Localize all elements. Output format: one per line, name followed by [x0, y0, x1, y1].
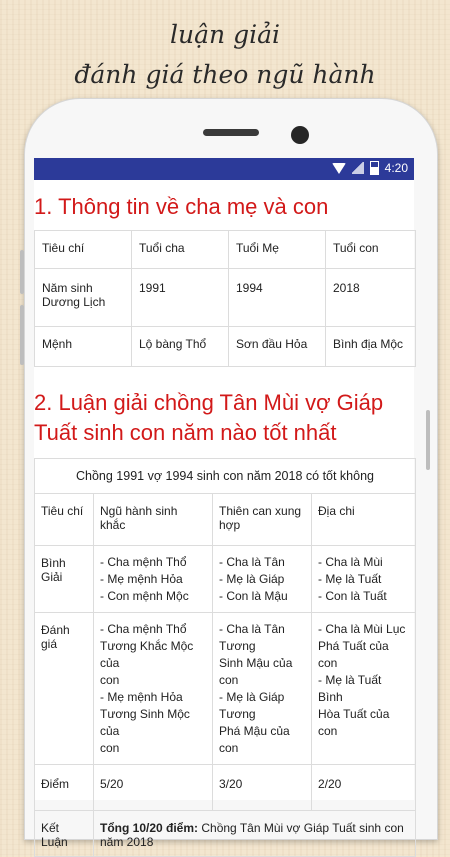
table-cell [213, 613, 312, 765]
no-signal-icon [352, 162, 364, 174]
cell-line: - Mẹ là Tuất Bình [318, 673, 382, 704]
cell-line: - Con là Tuất [318, 589, 387, 603]
camera-icon [291, 126, 309, 144]
table-header-cell: Tiêu chí [35, 231, 132, 269]
volume-down-button [20, 305, 24, 365]
table-row [35, 546, 416, 613]
status-bar [34, 158, 414, 180]
table-cell: 2018 [326, 269, 416, 327]
cell-line: Phá Tuất của con [318, 639, 389, 670]
power-button [426, 410, 430, 470]
wifi-icon [332, 163, 346, 174]
table-cell: 1991 [132, 269, 229, 327]
table-header-cell: Tuổi cha [132, 231, 229, 269]
analysis-table [34, 458, 416, 857]
table-header-cell: Tiêu chí [35, 494, 94, 546]
promo-line-1: luận giải [170, 20, 280, 49]
table-header-cell: Tuổi con [326, 231, 416, 269]
cell-line: Phá Mậu của con [219, 724, 290, 755]
conclusion-text: Chồng Tân Mùi vợ Giáp Tuất sinh con năm 2018 [100, 821, 404, 849]
table-cell: Đánh giá [35, 613, 94, 765]
table-header-row [35, 231, 416, 269]
table-cell: Điểm [35, 765, 94, 811]
app-screen [34, 158, 414, 849]
cell-line: Sinh Mậu của con [219, 656, 293, 687]
table-cell: Kết Luận [35, 811, 94, 857]
table-cell: Bình Giải [35, 546, 94, 613]
conclusion-score: Tổng 10/20 điểm: [100, 821, 199, 835]
section1-title: 1. Thông tin về cha mẹ và con [34, 194, 329, 219]
table-cell [312, 546, 416, 613]
speaker-grille [203, 129, 259, 136]
cell-line: - Mẹ là Giáp Tương [219, 690, 285, 721]
cell-line: Hòa Tuất của con [318, 707, 390, 738]
table-cell [312, 613, 416, 765]
table-row [35, 765, 416, 811]
cell-line: - Mẹ mệnh Hỏa [100, 572, 183, 586]
table-cell: Mệnh [35, 327, 132, 367]
cell-line: con [100, 741, 120, 755]
section2-title: 2. Luận giải chồng Tân Mùi vợ Giáp Tuất sinh con năm nào tốt nhất [34, 390, 384, 445]
cell-line: - Cha là Mùi [318, 555, 383, 569]
table-caption: Chồng 1991 vợ 1994 sinh con năm 2018 có tốt không [35, 459, 416, 494]
cell-line: - Mẹ mệnh Hỏa [100, 690, 183, 704]
volume-button [20, 250, 24, 294]
cell-line: con [100, 673, 120, 687]
cell-line: - Mẹ là Giáp [219, 572, 285, 586]
promo-line-2: đánh giá theo ngũ hành [74, 60, 376, 89]
conclusion-cell [94, 811, 416, 857]
table-row [35, 327, 416, 367]
table-cell: 1994 [229, 269, 326, 327]
cell-line: Tương Sinh Mộc của [100, 707, 190, 738]
table-cell: Bình địa Mộc [326, 327, 416, 367]
table-cell: Lộ bàng Thổ [132, 327, 229, 367]
cell-line: Tương Khắc Mộc của [100, 639, 194, 670]
table-cell: 5/20 [94, 765, 213, 811]
cell-line: - Cha mệnh Thổ [100, 622, 187, 636]
table-cell: 3/20 [213, 765, 312, 811]
table-header-cell: Thiên can xung hợp [213, 494, 312, 546]
cell-line: - Cha là Tân Tương [219, 622, 285, 653]
parents-info-table [34, 230, 416, 367]
table-cell: Sơn đầu Hỏa [229, 327, 326, 367]
table-header-cell: Ngũ hành sinh khắc [94, 494, 213, 546]
table-cell: 2/20 [312, 765, 416, 811]
table-row [35, 613, 416, 765]
table-caption-row [35, 459, 416, 494]
battery-icon [370, 161, 379, 175]
table-row [35, 811, 416, 857]
cell-line: - Mẹ là Tuất [318, 572, 382, 586]
table-cell [94, 546, 213, 613]
table-row [35, 269, 416, 327]
status-time: 4:20 [384, 161, 408, 175]
table-header-row [35, 494, 416, 546]
table-cell [94, 613, 213, 765]
cell-line: - Cha là Tân [219, 555, 285, 569]
cell-line: - Con mệnh Mộc [100, 589, 189, 603]
table-header-cell: Địa chi [312, 494, 416, 546]
cell-line: - Con là Mậu [219, 589, 288, 603]
cell-line: - Cha là Mùi Lục [318, 622, 406, 636]
table-cell [213, 546, 312, 613]
cell-line: - Cha mệnh Thổ [100, 555, 187, 569]
table-header-cell: Tuổi Mẹ [229, 231, 326, 269]
table-cell: Năm sinh Dương Lịch [35, 269, 132, 327]
